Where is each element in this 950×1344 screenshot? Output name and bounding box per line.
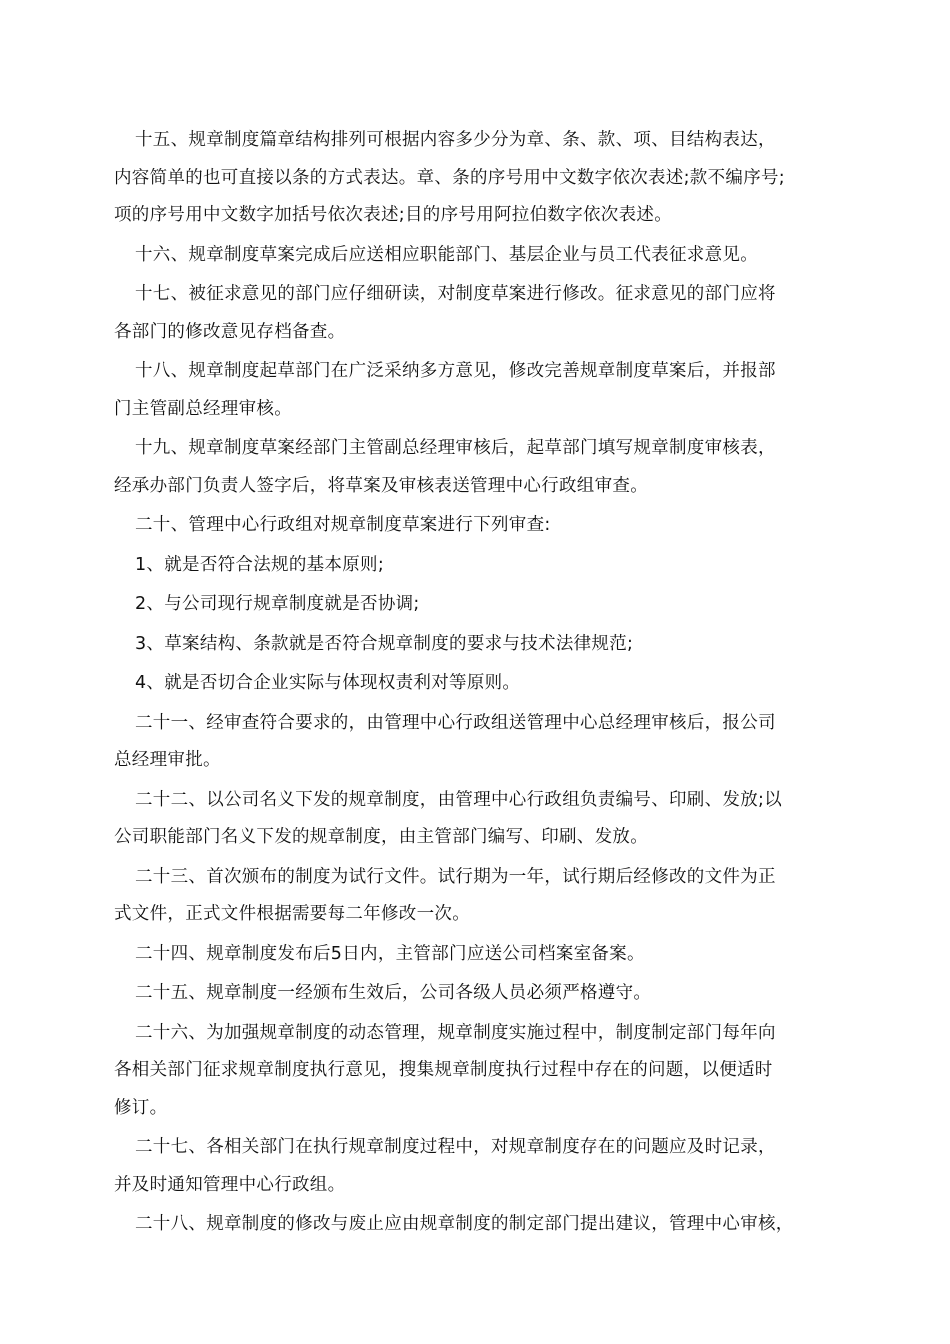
- paragraph-line: 二十八、规章制度的修改与废止应由规章制度的制定部门提出建议，管理中心审核，: [135, 1214, 794, 1234]
- paragraph-line: 公司职能部门名义下发的规章制度，由主管部门编写、印刷、发放。: [114, 827, 648, 847]
- paragraph-line: 门主管副总经理审核。: [114, 398, 292, 419]
- paragraph-line: 各相关部门征求规章制度执行意见，搜集规章制度执行过程中存在的问题，以便适时: [114, 1060, 773, 1080]
- paragraph-line: 二十、管理中心行政组对规章制度草案进行下列审查:: [135, 515, 551, 535]
- paragraph-article-28: [114, 1206, 834, 1244]
- paragraph-line: 十九、规章制度草案经部门主管副总经理审核后，起草部门填写规章制度审核表，: [135, 438, 776, 458]
- paragraph-line: 十五、规章制度篇章结构排列可根据内容多少分为章、条、款、项、目结构表达，: [135, 130, 776, 150]
- paragraph-line: 经承办部门负责人签字后，将草案及审核表送管理中心行政组审查。: [114, 475, 648, 496]
- paragraph-line: 二十二、以公司名义下发的规章制度，由管理中心行政组负责编号、印刷、发放;以: [135, 789, 782, 810]
- paragraph-article-17: [114, 276, 834, 351]
- paragraph-line: 总经理审批。: [114, 750, 221, 770]
- paragraph-line: 3、草案结构、条款就是否符合规章制度的要求与技术法律规范;: [135, 633, 634, 654]
- paragraph-line: 项的序号用中文数字加括号依次表述;目的序号用阿拉伯数字依次表述。: [114, 205, 672, 225]
- paragraph-article-21: [114, 705, 834, 780]
- list-item-3: [114, 626, 834, 664]
- paragraph-article-23: [114, 859, 834, 934]
- paragraph-line: 二十三、首次颁布的制度为试行文件。试行期为一年，试行期后经修改的文件为正: [135, 866, 776, 887]
- paragraph-line: 各部门的修改意见存档备查。: [114, 321, 346, 342]
- list-item-4: [114, 665, 834, 703]
- paragraph-article-15: [114, 122, 834, 235]
- paragraph-article-24: [114, 936, 834, 974]
- paragraph-line: 4、就是否切合企业实际与体现权责利对等原则。: [135, 673, 521, 693]
- paragraph-line: 修订。: [114, 1097, 168, 1118]
- paragraph-line: 二十六、为加强规章制度的动态管理，规章制度实施过程中，制度制定部门每年向: [135, 1022, 776, 1043]
- paragraph-line: 1、就是否符合法规的基本原则;: [135, 554, 385, 575]
- paragraph-line: 并及时通知管理中心行政组。: [114, 1174, 346, 1195]
- paragraph-line: 十六、规章制度草案完成后应送相应职能部门、基层企业与员工代表征求意见。: [135, 244, 758, 265]
- paragraph-line: 二十五、规章制度一经颁布生效后，公司各级人员必须严格遵守。: [135, 983, 652, 1003]
- paragraph-line: 2、与公司现行规章制度就是否协调;: [135, 594, 420, 614]
- paragraph-article-16: [114, 237, 834, 275]
- paragraph-article-22: [114, 782, 834, 857]
- paragraph-article-20: [114, 507, 834, 545]
- paragraph-article-25: [114, 975, 834, 1013]
- paragraph-line: 二十四、规章制度发布后5日内，主管部门应送公司档案室备案。: [135, 943, 645, 964]
- list-item-2: [114, 586, 834, 624]
- list-item-1: [114, 547, 834, 585]
- paragraph-article-27: [114, 1129, 834, 1204]
- paragraph-line: 式文件，正式文件根据需要每二年修改一次。: [114, 904, 470, 924]
- paragraph-article-26: [114, 1015, 834, 1128]
- paragraph-article-18: [114, 353, 834, 428]
- paragraph-line: 十八、规章制度起草部门在广泛采纳多方意见，修改完善规章制度草案后，并报部: [135, 361, 776, 381]
- document-body: [114, 122, 834, 1246]
- paragraph-line: 二十一、经审查符合要求的，由管理中心行政组送管理中心总经理审核后，报公司: [135, 712, 776, 733]
- paragraph-line: 十七、被征求意见的部门应仔细研读，对制度草案进行修改。征求意见的部门应将: [135, 284, 776, 304]
- paragraph-line: 内容简单的也可直接以条的方式表达。章、条的序号用中文数字依次表述;款不编序号;: [114, 167, 785, 188]
- paragraph-article-19: [114, 430, 834, 505]
- paragraph-line: 二十七、各相关部门在执行规章制度过程中，对规章制度存在的问题应及时记录，: [135, 1137, 776, 1157]
